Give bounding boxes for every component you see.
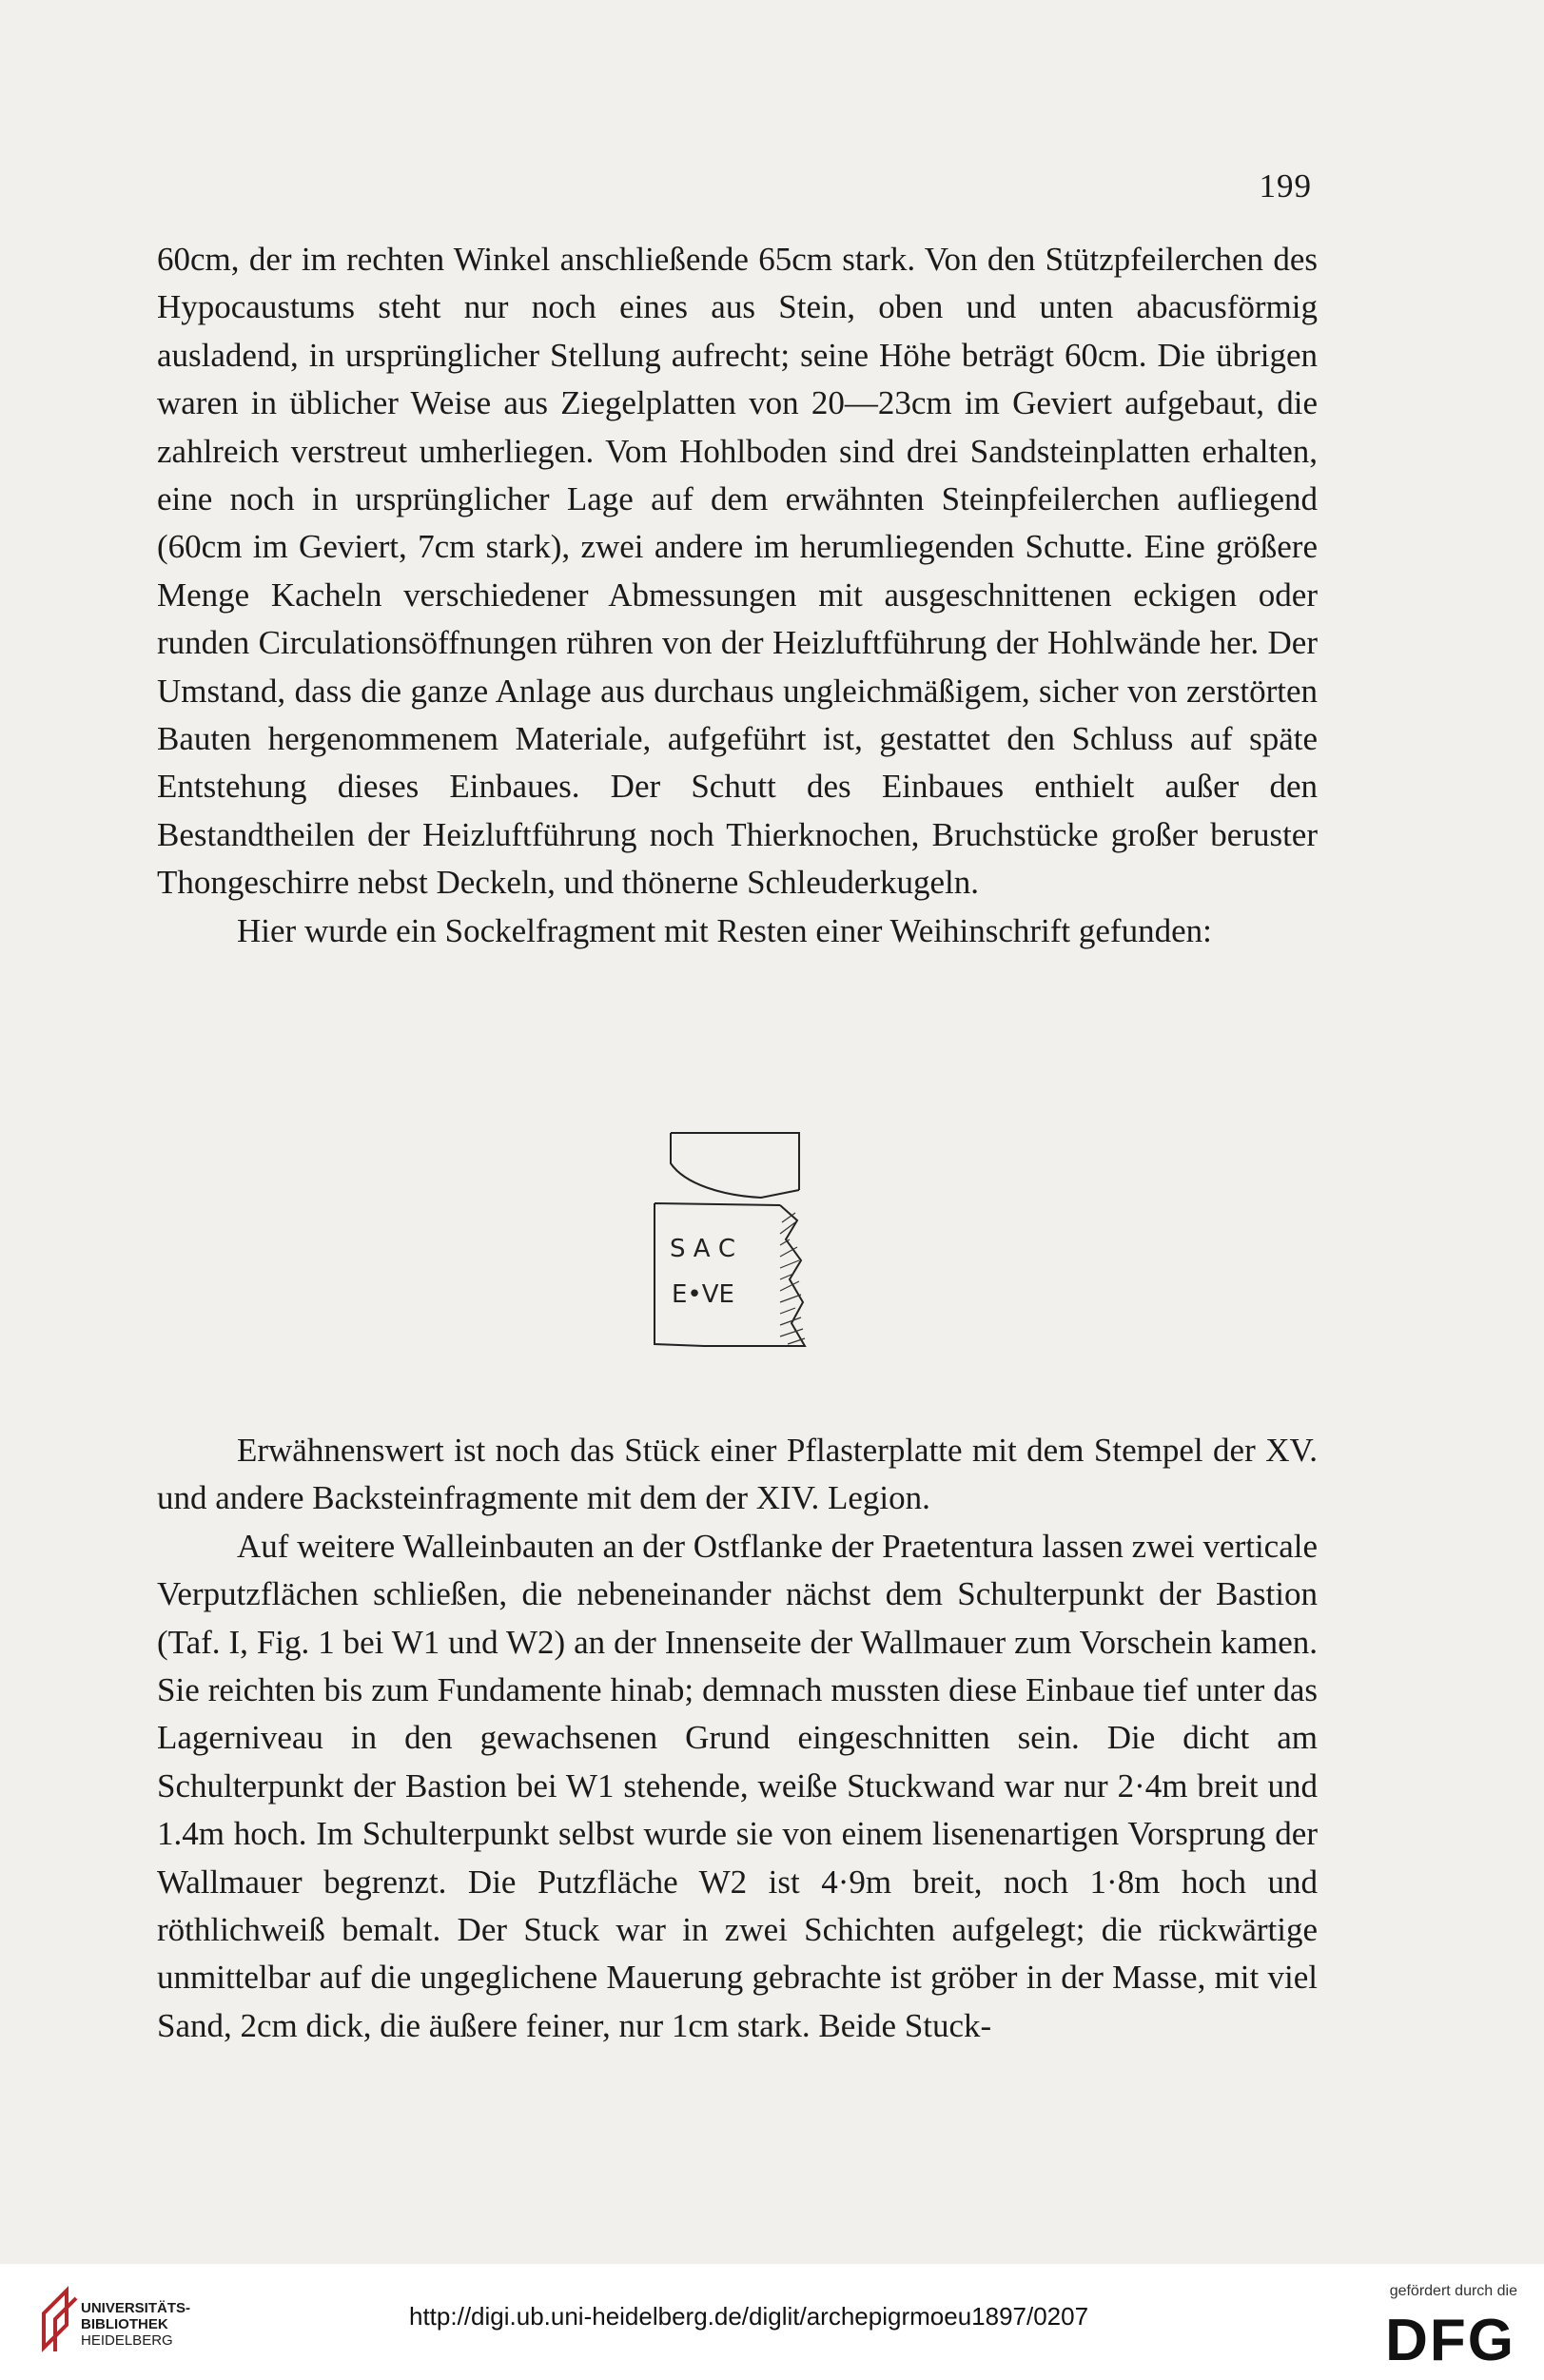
fragment-moulding-line: [671, 1133, 799, 1198]
digitization-footer: [0, 2264, 1544, 2380]
permalink-url[interactable]: http://digi.ub.uni-heidelberg.de/diglit/archepigrmoeu1897/0207: [409, 2302, 1089, 2331]
paragraph: 60cm, der im rechten Winkel anschließende 65cm stark. Von den Stützpfeilerchen des Hypocaustums steht nur noch eines aus Stein, oben und unten abacusförmig ausladend, in ursprünglicher Stellung aufrecht; seine Höhe beträgt 60cm. Die übrigen waren in üblicher Weise aus Ziegelplatten von 20—23cm im Geviert aufgebaut, die zahlreich verstreut umherliegen. Vom Hohlboden sind drei Sandsteinplatten erhalten, eine noch in ursprünglicher Lage auf dem erwähnten Steinpfeilerchen aufliegend (60cm im Geviert, 7cm stark), zwei andere im herumliegenden Schutte. Eine größere Menge Kacheln verschiedener Abmessungen mit ausgeschnittenen eckigen oder runden Circulationsöffnungen rühren von der Heizluftführung der Hohlwände her. Der Umstand, dass die ganze Anlage aus durchaus ungleichmäßigem, sicher von zerstörten Bauten hergenommenem Materiale, aufgeführt ist, gestattet den Schluss auf späte Entstehung dieses Einbaues. Der Schutt des Einbaues enthielt außer den Bestandtheilen der Heizluftführung noch Thierknochen, Bruchstücke großer beruster Thongeschirre nebst Deckeln, und thönerne Schleuderkugeln.: [157, 241, 1318, 902]
text-block-bottom: [157, 1427, 1318, 2050]
paragraph: Hier wurde ein Sockelfragment mit Resten einer Weihinschrift gefunden:: [237, 911, 1212, 949]
paragraph: Auf weitere Walleinbauten an der Ostflanke der Praetentura lassen zwei verticale Verputzflächen schließen, die nebeneinander nächst dem Schulterpunkt der Bastion (Taf. I, Fig. 1 bei W1 und W2) an der Innenseite der Wallmauer zum Vorschein kamen. Sie reichten bis zum Fundamente hinab; demnach mussten diese Einbaue tief unter das Lagerniveau in den gewachsenen Grund eingeschnitten sein. Die dicht am Schulterpunkt der Bastion bei W1 stehende, weiße Stuckwand war nur 2·4m breit und 1.4m hoch. Im Schulterpunkt selbst wurde sie von einem lisenenartigen Vorsprung der Wallmauer begrenzt. Die Putzfläche W2 ist 4·9m breit, noch 1·8m hoch und röthlichweiß bemalt. Der Stuck war in zwei Schichten aufgelegt; die rückwärtige unmittelbar auf die ungeglichene Mauerung gebrachte ist gröber in der Masse, mit viel Sand, 2cm dick, die äußere feiner, nur 1cm stark. Beide Stuck-: [157, 1527, 1318, 2044]
paragraph: Erwähnenswert ist noch das Stück einer Pflasterplatte mit dem Stempel der XV. und andere Backsteinfragmente mit dem der XIV. Legion.: [157, 1432, 1318, 1517]
pedestal-fragment-drawing: [647, 1127, 809, 1384]
fragment-top-outline: [671, 1133, 799, 1190]
inscription-line-1: S A C: [670, 1235, 735, 1263]
page-number: 199: [1259, 167, 1312, 205]
library-name-line: BIBLIOTHEK: [81, 2316, 168, 2332]
library-name: [81, 2300, 190, 2349]
fragment-break-edge: [780, 1205, 805, 1346]
text-block-top: [157, 236, 1318, 955]
inscription-fragment-figure: [647, 1127, 809, 1384]
sponsor-note: gefördert durch die: [1389, 2283, 1517, 2299]
dfg-logo: DFG: [1385, 2308, 1515, 2373]
library-name-line: UNIVERSITÄTS-: [81, 2300, 191, 2316]
fragment-body-outline: [655, 1203, 785, 1346]
inscription-line-2: E•VE: [672, 1280, 734, 1309]
library-name-line: HEIDELBERG: [81, 2332, 173, 2349]
